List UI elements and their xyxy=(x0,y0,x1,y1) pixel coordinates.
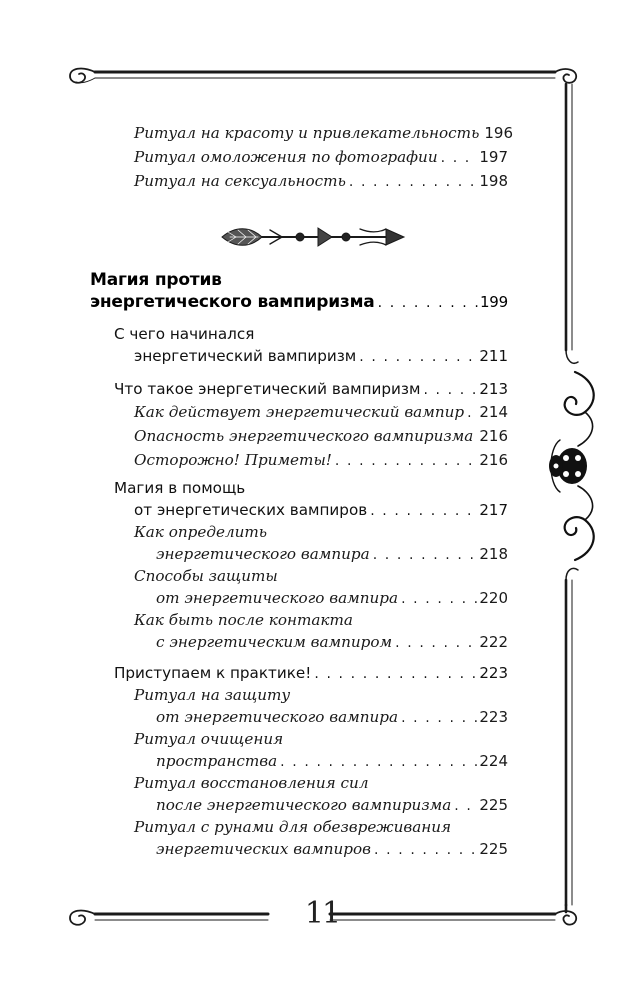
page-number: 11 xyxy=(304,896,340,931)
toc-subentry[interactable]: энергетических вампиров . . . 225 xyxy=(156,840,508,858)
toc-subentry[interactable]: от энергетического вампира . . . 220 xyxy=(156,589,508,607)
toc-subentry[interactable]: после энергетического вампиризма . . . 225 xyxy=(156,796,508,814)
toc-subentry[interactable]: пространства . . . 224 xyxy=(156,752,508,770)
toc-subentry[interactable]: Осторожно! Приметы! . . . 216 xyxy=(134,451,508,469)
section-title[interactable]: Магия в помощь xyxy=(114,479,246,497)
toc-subentry-title[interactable]: Ритуал с рунами для обезвреживания xyxy=(134,818,452,836)
toc-subentry[interactable]: от энергетического вампира . . . 223 xyxy=(156,708,508,726)
section-entry[interactable]: Приступаем к практике! . . . 223 xyxy=(114,664,508,682)
toc-subentry[interactable]: с энергетическим вампиром . . . 222 xyxy=(156,633,508,651)
toc-subentry[interactable]: Опасность энергетического вампиризма . . . 216 xyxy=(134,427,508,445)
chapter-title[interactable]: Магия против xyxy=(90,270,222,290)
section-entry[interactable]: от энергетических вампиров . . . 217 xyxy=(134,501,508,519)
toc-subentry[interactable]: Как действует энергетический вампир . . . 214 xyxy=(134,403,508,421)
toc-entry[interactable]: Ритуал на сексуальность . . . 198 xyxy=(134,172,508,190)
section-title[interactable]: С чего начинался xyxy=(114,325,255,343)
toc-subentry-title[interactable]: Ритуал на защиту xyxy=(134,686,291,704)
chapter-entry[interactable]: энергетического вампиризма . . . 199 xyxy=(90,292,508,312)
toc-entry[interactable]: Ритуал на красоту и привлекательность 196 xyxy=(134,124,513,142)
toc-subentry[interactable]: энергетического вампира . . . 218 xyxy=(156,545,508,563)
toc-subentry-title[interactable]: Как быть после контакта xyxy=(134,611,353,629)
toc-entry[interactable]: Ритуал омоложения по фотографии . . . 197 xyxy=(134,148,508,166)
section-entry[interactable]: энергетический вампиризм . . . 211 xyxy=(134,347,508,365)
toc-subentry-title[interactable]: Как определить xyxy=(134,523,268,541)
toc-subentry-title[interactable]: Ритуал восстановления сил xyxy=(134,774,369,792)
section-entry[interactable]: Что такое энергетический вампиризм . . . 213 xyxy=(114,380,508,398)
toc-subentry-title[interactable]: Способы защиты xyxy=(134,567,278,585)
toc-subentry-title[interactable]: Ритуал очищения xyxy=(134,730,284,748)
